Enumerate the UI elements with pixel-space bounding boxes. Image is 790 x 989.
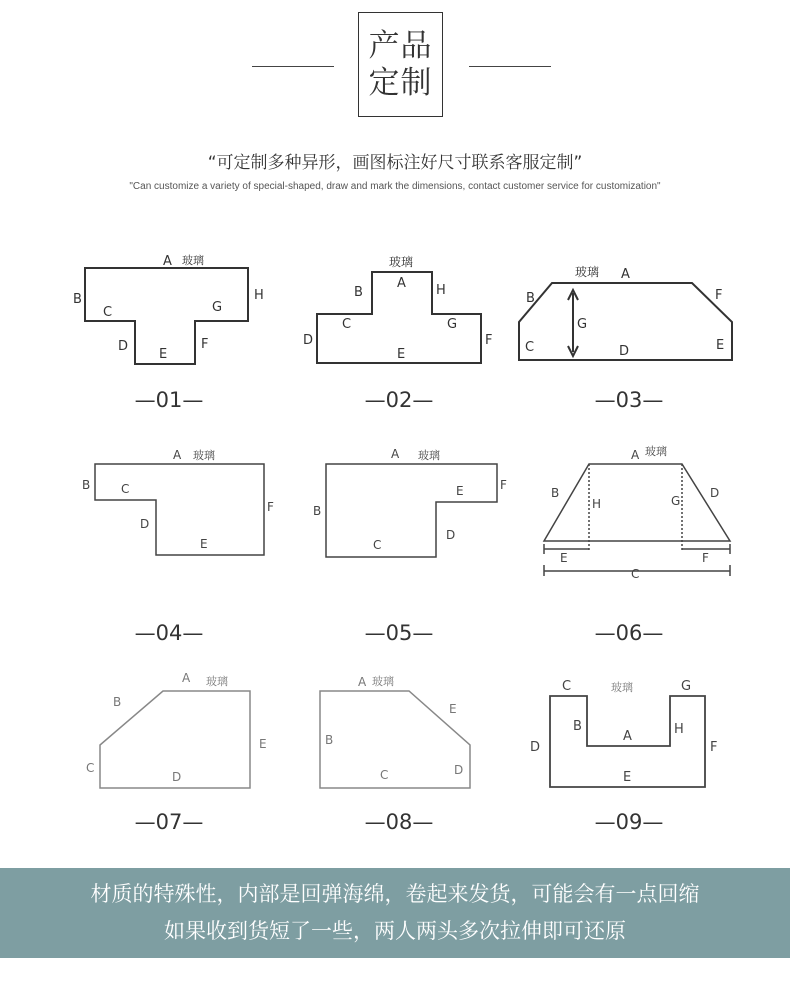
shape-03-label-d: D (619, 344, 630, 359)
shape-08-label-d: D (454, 763, 464, 777)
shape-02-label-b: B (354, 285, 363, 300)
shape-08-number: —08— (364, 810, 434, 834)
title-line-2: 定制 (368, 64, 433, 101)
shape-05-label-f: F (500, 478, 507, 492)
shape-02-label-d: D (303, 333, 314, 348)
shape-04-label-f: F (267, 500, 274, 514)
shape-01-label-g: G (212, 300, 223, 315)
footer-line-1: 材质的特殊性，内部是回弹海绵，卷起来发货，可能会有一点回缩 (90, 882, 700, 906)
shape-02-label-a: A (397, 276, 406, 291)
shape-02-label-h: H (436, 283, 446, 298)
shape-06-number: —06— (594, 621, 664, 645)
shape-08-label-e: E (449, 702, 457, 716)
shape-09-label-d: D (530, 740, 541, 755)
shape-08-glass-label: 玻璃 (372, 675, 394, 688)
shape-05-label-e: E (456, 484, 464, 498)
shape-03-glass-label: 玻璃 (575, 265, 600, 279)
shape-01-label-c: C (103, 305, 113, 320)
shape-06-label-a: A (631, 448, 640, 462)
shape-04-outline (95, 464, 264, 555)
shape-06-label-b: B (551, 486, 560, 500)
shape-03-label-b: B (526, 291, 535, 306)
shape-05-label-b: B (313, 504, 322, 518)
shape-01-glass-label: 玻璃 (182, 254, 204, 267)
shape-02-number: —02— (364, 388, 434, 412)
shape-01-label-f: F (201, 337, 209, 352)
shape-06-label-h: H (592, 497, 602, 511)
shape-03-label-e: E (716, 338, 725, 353)
shape-03-label-f: F (715, 288, 723, 303)
shape-03-label-a: A (621, 267, 630, 282)
shape-03-label-g: G (577, 317, 588, 332)
shape-08-label-b: B (325, 733, 334, 747)
shape-07-label-e: E (259, 737, 267, 751)
shape-02-glass-label: 玻璃 (389, 255, 414, 269)
shape-04-label-d: D (140, 517, 150, 531)
shape-09-label-g: G (681, 679, 692, 694)
shape-07-number: —07— (134, 810, 204, 834)
shape-09-label-e: E (623, 770, 632, 785)
shape-08-label-a: A (358, 675, 367, 689)
shape-09-glass-label: 玻璃 (611, 681, 633, 694)
shape-04-label-c: C (121, 482, 130, 496)
shape-09-number: —09— (594, 810, 664, 834)
shape-03-label-c: C (525, 340, 535, 355)
shape-06-outline (544, 464, 730, 541)
shape-06-label-f: F (702, 551, 709, 565)
slogan-chinese: “可定制多种异形，画图标注好尺寸联系客服定制” (207, 153, 583, 173)
shape-06-label-c: C (631, 567, 640, 581)
shape-04-label-b: B (82, 478, 91, 492)
shape-04-label-a: A (173, 448, 182, 462)
shape-09-label-h: H (674, 722, 684, 737)
slogan-english: "Can customize a variety of special-shaped, draw and mark the dimensions, contact customer service for customization" (129, 181, 661, 192)
shape-07-label-d: D (172, 770, 182, 784)
footer-line-2: 如果收到货短了一些，两人两头多次拉伸即可还原 (164, 919, 626, 943)
shape-09-label-a: A (623, 729, 632, 744)
shape-04-number: —04— (134, 621, 204, 645)
shape-05-label-d: D (446, 528, 456, 542)
shape-02-label-g: G (447, 317, 458, 332)
shape-04-label-e: E (200, 537, 208, 551)
shape-05-glass-label: 玻璃 (418, 449, 440, 462)
shape-06-glass-label: 玻璃 (645, 445, 667, 458)
shape-04-glass-label: 玻璃 (193, 449, 215, 462)
shape-02-label-e: E (397, 347, 406, 362)
shape-01-label-d: D (118, 339, 129, 354)
shape-07-label-a: A (182, 671, 191, 685)
shape-05-outline (326, 464, 497, 557)
shape-09-label-c: C (562, 679, 572, 694)
shape-07-label-c: C (86, 761, 95, 775)
shape-01-label-h: H (254, 288, 264, 303)
shape-02-label-f: F (485, 333, 493, 348)
shape-01-label-e: E (159, 347, 168, 362)
shape-05-number: —05— (364, 621, 434, 645)
shape-01-number: —01— (134, 388, 204, 412)
shape-08-outline (320, 691, 470, 788)
shape-06-label-d: D (710, 486, 720, 500)
shape-01-label-a: A (163, 254, 172, 269)
title-line-1: 产品 (368, 27, 433, 64)
shape-05-label-a: A (391, 447, 400, 461)
shape-02-label-c: C (342, 317, 352, 332)
shape-03-number: —03— (594, 388, 664, 412)
shape-09-label-f: F (710, 740, 718, 755)
shape-05-label-c: C (373, 538, 382, 552)
shape-09-label-b: B (573, 719, 582, 734)
footer-banner (0, 868, 790, 958)
shape-08-label-c: C (380, 768, 389, 782)
shape-06-label-g: G (671, 494, 681, 508)
shape-06-label-e: E (560, 551, 568, 565)
shape-07-glass-label: 玻璃 (206, 675, 228, 688)
shape-01-label-b: B (73, 292, 82, 307)
shape-07-label-b: B (113, 695, 122, 709)
